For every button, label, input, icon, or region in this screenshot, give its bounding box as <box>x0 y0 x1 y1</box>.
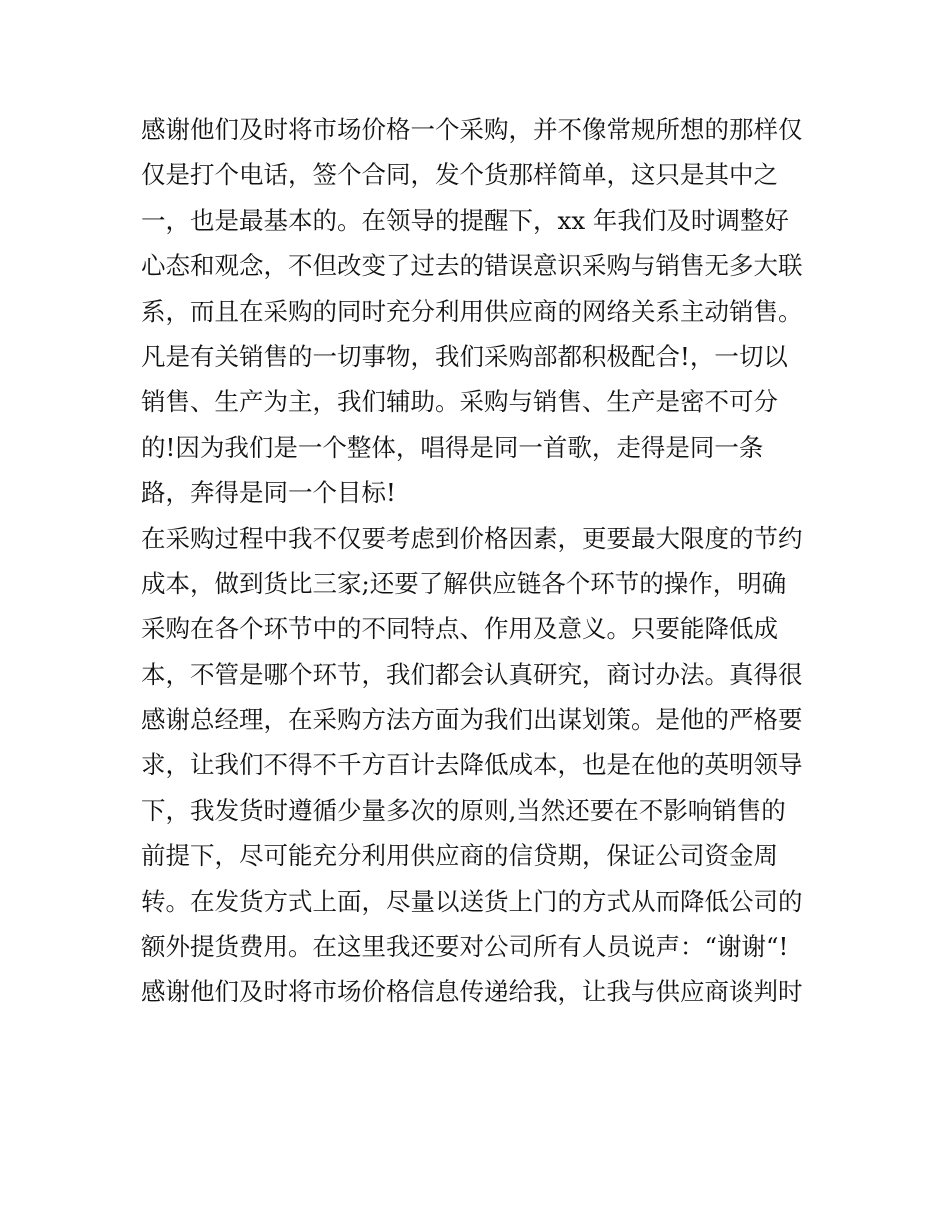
text-line-15: 求，让我们不得不千方百计去降低成本，也是在他的英明领导 <box>141 750 803 780</box>
text-line-8: 的!因为我们是一个整体，唱得是同一首歌，走得是同一条 <box>141 432 764 462</box>
text-line-18: 转。在发货方式上面，尽量以送货上门的方式从而降低公司的 <box>141 886 803 916</box>
text-line-13: 本，不管是哪个环节，我们都会认真研究，商讨办法。真得很 <box>141 659 803 689</box>
text-line-10: 在采购过程中我不仅要考虑到价格因素，更要最大限度的节约 <box>141 523 803 553</box>
text-line-17: 前提下，尽可能充分利用供应商的信贷期，保证公司资金周 <box>141 841 778 871</box>
text-line-9: 路，奔得是同一个目标! <box>141 478 396 508</box>
text-line-7: 销售、生产为主，我们辅助。采购与销售、生产是密不可分 <box>141 387 778 417</box>
text-line-4: 心态和观念，不但改变了过去的错误意识采购与销售无多大联 <box>141 251 803 281</box>
body-text <box>141 107 821 1015</box>
text-line-20: 感谢他们及时将市场价格信息传递给我，让我与供应商谈判时 <box>141 977 803 1007</box>
text-line-12: 采购在各个环节中的不同特点、作用及意义。只要能降低成 <box>141 614 778 644</box>
text-line-3: 一，也是最基本的。在领导的提醒下，xx 年我们及时调整好 <box>141 205 789 235</box>
text-line-16: 下，我发货时遵循少量多次的原则,当然还要在不影响销售的 <box>141 795 786 825</box>
text-line-2: 仅是打个电话，签个合同，发个货那样简单，这只是其中之 <box>141 160 778 190</box>
text-line-5: 系，而且在采购的同时充分利用供应商的网络关系主动销售。 <box>141 296 803 326</box>
text-line-14: 感谢总经理，在采购方法方面为我们出谋划策。是他的严格要 <box>141 705 803 735</box>
text-line-11: 成本，做到货比三家;还要了解供应链各个环节的操作，明确 <box>141 568 787 598</box>
text-line-19: 额外提货费用。在这里我还要对公司所有人员说声：“谢谢“! <box>141 932 789 962</box>
text-line-1: 感谢他们及时将市场价格一个采购，并不像常规所想的那样仅 <box>141 115 803 144</box>
text-line-6: 凡是有关销售的一切事物，我们采购部都积极配合!，一切以 <box>141 341 788 371</box>
